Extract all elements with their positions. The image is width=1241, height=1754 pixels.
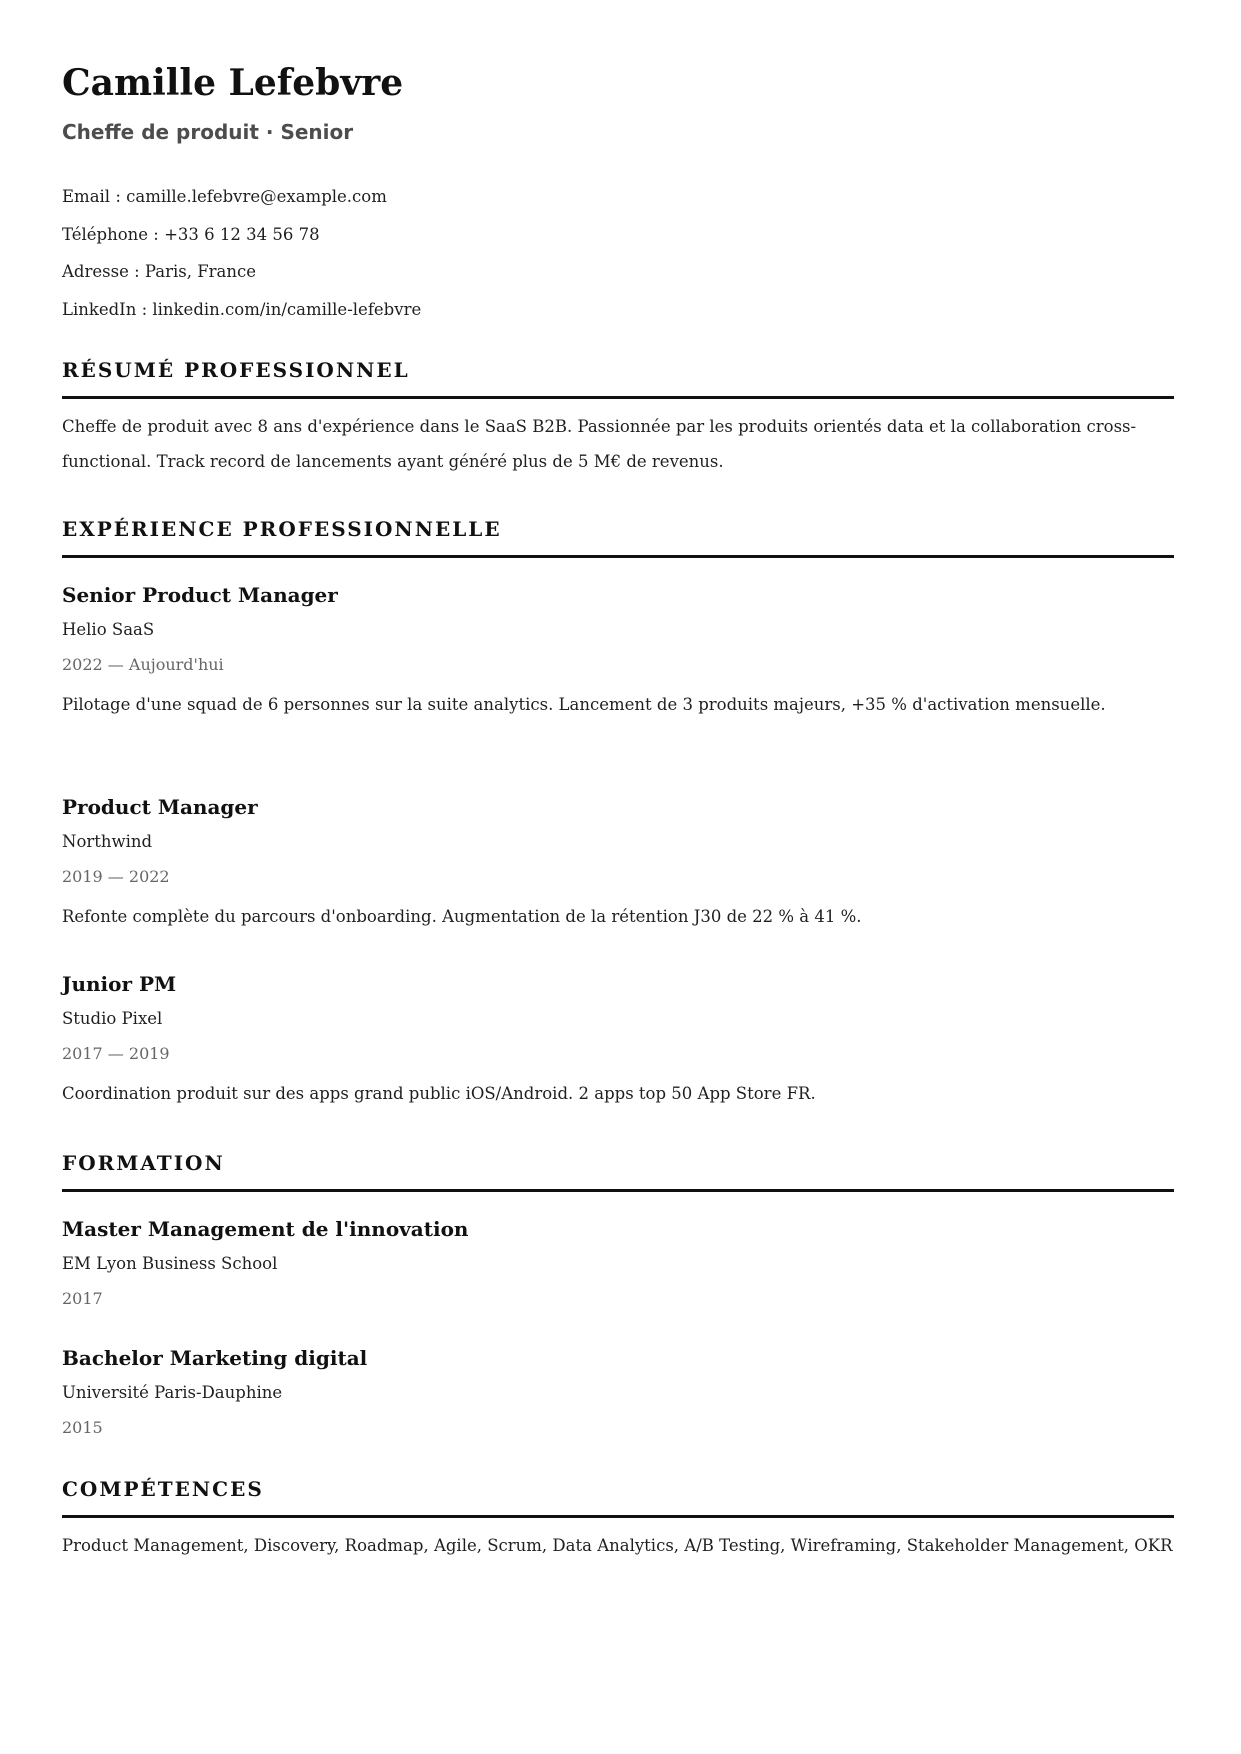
degree-title: Bachelor Marketing digital	[62, 1346, 368, 1370]
job-dates: 2017 — 2019	[62, 1044, 170, 1063]
company-name: Helio SaaS	[62, 620, 155, 639]
section-title: EXPÉRIENCE PROFESSIONNELLE	[62, 517, 502, 541]
job-title: Product Manager	[62, 795, 258, 819]
job-description: Refonte complète du parcours d'onboarding. Augmentation de la rétention J30 de 22 % à 41 %.	[62, 907, 862, 926]
skills-section	[62, 1475, 1174, 1563]
education-item	[62, 1344, 1174, 1440]
section-divider	[62, 396, 1174, 399]
job-description: Pilotage d'une squad de 6 personnes sur la suite analytics. Lancement de 3 produits majeurs, +35 % d'activation mensuelle.	[62, 695, 1106, 714]
school-name: EM Lyon Business School	[62, 1254, 278, 1273]
skills-text: Product Management, Discovery, Roadmap, Agile, Scrum, Data Analytics, A/B Testing, Wireframing, Stakeholder Management, OKR	[62, 1536, 1173, 1555]
section-divider	[62, 1189, 1174, 1192]
section-divider	[62, 555, 1174, 558]
job-title: Junior PM	[62, 972, 177, 996]
experience-item	[62, 793, 1174, 934]
experience-item	[62, 970, 1174, 1111]
section-title: FORMATION	[62, 1151, 225, 1175]
summary-text: Cheffe de produit avec 8 ans d'expérience dans le SaaS B2B. Passionnée par les produits orientés data et la collaboration cross-functional. Track record de lancements ayant généré plus de 5 M€ de revenus.	[62, 417, 1137, 471]
candidate-name: Camille Lefebvre	[62, 62, 404, 104]
experience-section	[62, 515, 1174, 558]
contact-email: Email : camille.lefebvre@example.com	[62, 187, 387, 206]
job-title: Senior Product Manager	[62, 583, 338, 607]
company-name: Studio Pixel	[62, 1009, 163, 1028]
graduation-year: 2017	[62, 1289, 103, 1308]
job-dates: 2019 — 2022	[62, 867, 170, 886]
contact-list	[62, 178, 421, 328]
company-name: Northwind	[62, 832, 153, 851]
section-title: RÉSUMÉ PROFESSIONNEL	[62, 358, 410, 382]
job-subtitle: Cheffe de produit · Senior	[62, 120, 354, 144]
section-divider	[62, 1515, 1174, 1518]
graduation-year: 2015	[62, 1418, 103, 1437]
job-dates: 2022 — Aujourd'hui	[62, 655, 224, 674]
summary-section	[62, 356, 1174, 479]
degree-title: Master Management de l'innovation	[62, 1217, 469, 1241]
contact-linkedin: LinkedIn : linkedin.com/in/camille-lefebvre	[62, 299, 422, 319]
education-item	[62, 1215, 1174, 1311]
contact-phone: Téléphone : +33 6 12 34 56 78	[62, 224, 320, 244]
education-section	[62, 1149, 1174, 1192]
contact-address: Adresse : Paris, France	[62, 262, 257, 281]
experience-item	[62, 581, 1174, 722]
school-name: Université Paris-Dauphine	[62, 1383, 283, 1402]
section-title: COMPÉTENCES	[62, 1477, 264, 1501]
job-description: Coordination produit sur des apps grand public iOS/Android. 2 apps top 50 App Store FR.	[62, 1084, 816, 1103]
